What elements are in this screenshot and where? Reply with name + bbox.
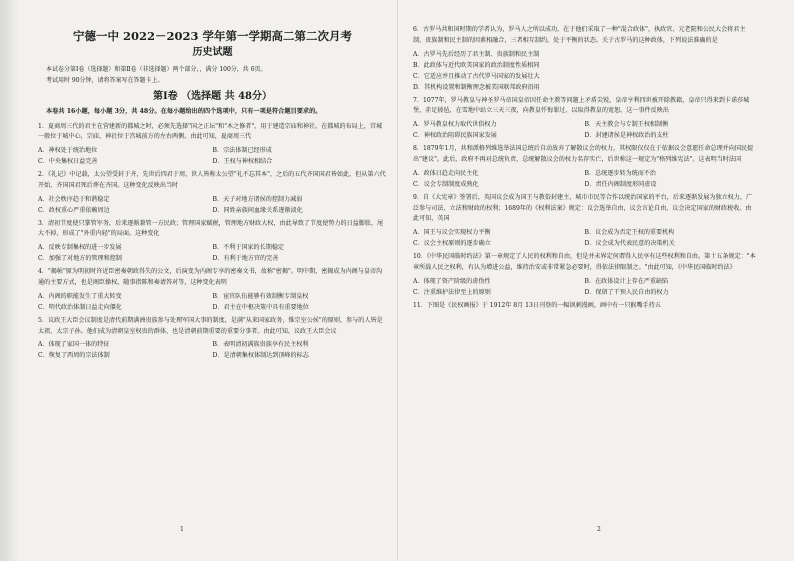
answer-option: D．王权与神权相结合: [212, 158, 273, 166]
answer-option: C．加强了对地方的管理和控制: [38, 255, 122, 263]
question-stem: 7．1077年，罗马教皇与神圣罗马帝国皇帝因任命主教等问题上矛盾尖锐，皇帝亨利四世被开除教籍，皇帝只得来到卡诺莎城堡，赤足披毡，在雪地中站立三天三夜，向教皇忏悔罪过，以取得教皇的宽恕。这一事件反映出: [413, 96, 750, 115]
question-stem: 2．《礼记》中记载，太公望受封于齐，先世后四君于周，世人皆称太公望"礼不忘其本"，之后的五代齐国国君皆如此，但从第六代开始，齐国国君死后葬在齐国。这种变化反映出当时: [38, 171, 386, 189]
answer-option: C．恢复了西周的宗法体制: [38, 352, 110, 360]
option-list: [38, 194, 387, 216]
answer-option: A．社会秩序趋于和谐稳定: [38, 195, 110, 203]
note-line: 考试用时 90分钟，请将答案写在答题卡上。: [46, 76, 164, 84]
answer-option: B．宗法体制已经形成: [212, 147, 272, 155]
answer-option: D．议会成为代表民意的决策机关: [584, 240, 675, 248]
question-block: [413, 96, 756, 142]
option-list: [413, 119, 756, 141]
answer-option: C．议会主权原则的逐步确立: [413, 240, 491, 248]
answer-option: A．罗马教皇权力取代世俗权力: [413, 121, 497, 129]
answer-option: B．此政体与近代欧美国家的政治制度性质相同: [413, 61, 540, 69]
section-title: 第Ⅰ卷 （选择题 共 48分）: [152, 91, 273, 102]
answer-option: D．同姓亲族间血缘关系逐渐淡化: [212, 206, 303, 214]
question-stem: 11．下图是《民权画报》于 1912年 8月 13日刊登的一幅讽刺漫画，画中有一只猴嘴手持五: [413, 301, 661, 309]
answer-option: D．封建诸侯是神权政治的支柱: [584, 132, 669, 140]
answer-option: B．不利于国家的长期稳定: [212, 244, 285, 252]
question-block: [38, 267, 387, 313]
answer-option: D．君主在中枢决策中具有重要地位: [212, 303, 309, 311]
option-list: [413, 276, 756, 298]
section-intro: 本卷共 16小题，每小题 3分，共 48分。在每小题给出的四个选项中，只有一项是符合题目要求的。: [46, 108, 322, 115]
question-list-right: [413, 25, 756, 312]
question-block: [413, 144, 756, 190]
answer-option: A．国王与议会实现权力平衡: [413, 229, 491, 237]
question-stem: 1．夏商周三代的君主在营建新的都城之时，必须先选择"国之正坛"和"木之修者"，用于建造宗庙和神社。在都城的布局上，宫城一般位于城中心，宗庙、神社位于宫城前方的左右两侧。由此可知，夏商周三代: [38, 122, 383, 141]
option-list: [413, 227, 756, 249]
answer-option: C．注重维护法律至上的原则: [413, 288, 491, 296]
answer-option: A．古罗马先后经历了君主制、贵族制和民主制: [413, 50, 540, 58]
question-stem: 8．1879年1月，共和派格列维选举法国总统后自动放弃了解散议会的权力，其权限仅仅在于依据议会意愿任命总理并向国民提出"建议"。此后，政府不再对总统负责，总统解散议会的权力名存实亡，后世称这一规定为"格列维宪法"。这表明当时法国: [413, 145, 754, 163]
answer-option: A．反映专制集权的进一步发展: [38, 244, 122, 252]
question-block: [413, 25, 756, 93]
question-block: [38, 219, 387, 265]
answer-option: A．体现了家国一体的特征: [38, 341, 110, 349]
option-list: [413, 49, 756, 93]
answer-option: C．中央集权日益完善: [38, 158, 98, 166]
answer-option: D．保留了干预人民自由的权力: [584, 288, 669, 296]
option-list: [38, 242, 387, 264]
question-block: [38, 122, 387, 168]
answer-option: B．表明清初满族贵族享有民主权利: [212, 341, 309, 349]
question-stem: 9．自《大宪章》签署后，英国议会成为国王与教俗封建主、城市市民等合作以统治国家的平台，后来逐渐发展为独立权力，广泛参与司法、立法和财政的权利；1689年的《权利法案》规定：议会选举自由，议会言论自由，议会决定国家的财政税收。由此可知，英国: [413, 193, 753, 223]
question-stem: 4．"揭帖"原为明初时许近臣密奏朝政得失的公文，后演变为内阁专享的密奏文书，故称"密揭"。明中期，密揭成为内阁与皇帝沟通的主要方式，也是阁臣操权、随事指陈和奏请答对等，这种变化表明: [38, 268, 383, 287]
exam-notes: [38, 65, 387, 86]
question-stem: 5．议政王大臣会议制度是清代前期满洲贵族参与处理军国大事的制度，是满"从来国家政务，惟宗室公侯"的原则，参与的人皆是太祖、太宗子孙。他们成为清朝皇室权贵的群体，也是清朝前期重要的重要分事者。由此可知，议政王大臣会议: [38, 316, 383, 335]
answer-option: B．总统逐步转为统而不治: [584, 169, 657, 177]
option-list: [38, 145, 387, 167]
option-list: [38, 339, 387, 361]
question-stem: 6．古罗马共和国时期的学者认为，罗马人之所以成功，在于他们采取了一种"混合政体"，执政官、元老院和公民大会将君主制、贵族制和民主制的因素相融合，三者相互制约，处于平衡的状态。关于古罗马的这种政体，下列说法准确的是: [413, 26, 746, 44]
answer-option: B．在政体设计上存在严重缺陷: [584, 277, 669, 285]
answer-option: B．议会成为否定王权的重要机构: [584, 229, 675, 237]
answer-option: D．其机构设置和制衡理念被美国联邦政府沿用: [413, 83, 540, 91]
answer-option: A．体现了资产阶级的虚伪性: [413, 277, 491, 285]
answer-option: B．天子对地方诸侯的控制力减弱: [212, 195, 303, 203]
answer-option: C．它适应并且推动了古代罗马国家的发展壮大: [413, 72, 540, 80]
answer-option: D．有利于地方官的完善: [212, 255, 279, 263]
question-list-left: [38, 122, 387, 362]
option-list: [38, 291, 387, 313]
answer-option: B．宦官队伍能够有效制衡专制皇权: [212, 292, 309, 300]
question-stem: 10．《中华民国临时约法》第一章规定了人民的权利和自由，但是并未界定何谓得人民享有这些权利和自由。第十五条规定："本章所载人民之权利，有认为增进公益，维持治安或非常紧急必要时，得依法律限制之。"由此可知，《中华民国临时约法》: [413, 253, 756, 271]
answer-option: C．议会专制制度成熟化: [413, 180, 479, 188]
question-block: [413, 252, 756, 298]
answer-option: A．内阁的职能发生了重大转变: [38, 292, 122, 300]
answer-option: D．责任内阁制度形同虚设: [584, 180, 657, 188]
question-block: [413, 301, 756, 312]
option-list: [413, 168, 756, 190]
answer-option: A．政体日趋走向民主化: [413, 169, 479, 177]
answer-option: D．是清朝集权体制达到顶峰的标志: [212, 352, 309, 360]
answer-option: C．明代政治体制日益走向僵化: [38, 303, 122, 311]
question-block: [38, 170, 387, 216]
page-right: [397, 0, 794, 561]
exam-subtitle: 历史试题: [192, 47, 233, 58]
answer-option: A．神权处于统治地位: [38, 147, 98, 155]
answer-option: C．政权重心严重依赖周边: [38, 206, 110, 214]
question-block: [38, 316, 387, 362]
answer-option: C．神权政治阻碍民族国家发展: [413, 132, 497, 140]
note-line: 本试卷分第Ⅰ卷（选择题）和第Ⅱ卷（非选择题）两个部分，，满分 100分，共 6页。: [46, 66, 267, 73]
question-stem: 3．清初节度使只掌管军务，后来逐渐兼管一方民政；管理国家赋税，管理地方财政大权，由此导致了节度使势力的日益膨胀，尾大不掉，形成了"外重内轻"的局面。这种变化: [38, 219, 384, 238]
exam-title: 宁德一中 2022－2023 学年第一学期高二第二次月考: [72, 29, 353, 43]
page-number: 1: [180, 526, 184, 533]
page-number: 2: [597, 526, 601, 533]
answer-option: B．天主教会与专制王权相制衡: [584, 121, 669, 129]
question-block: [413, 193, 756, 249]
